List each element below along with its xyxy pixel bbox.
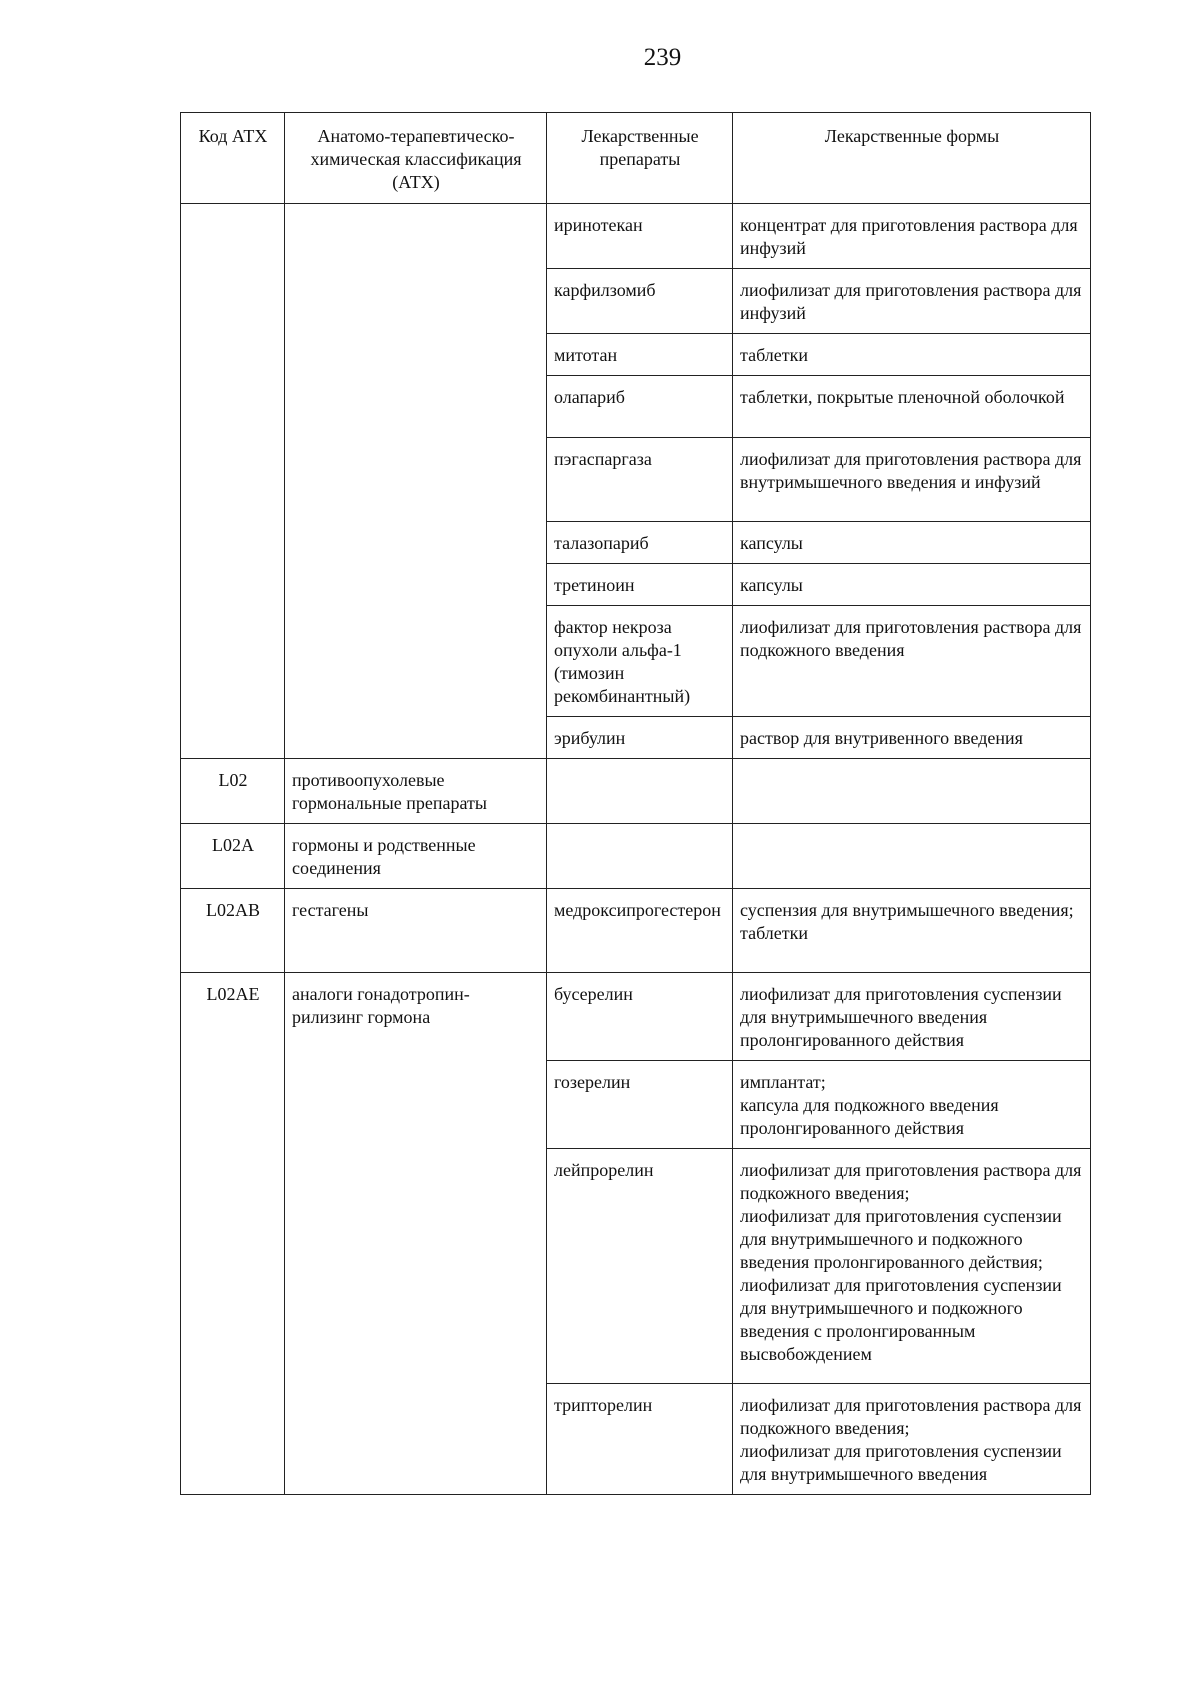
dosage-form-text: лиофилизат для приготовления суспензии для внутримышечного введения пролонгированного действия bbox=[740, 984, 1062, 1050]
header-classification: Анатомо-терапевтическо-химическая классификация (АТХ) bbox=[285, 113, 547, 204]
drug-name-cell bbox=[547, 759, 733, 824]
atx-code-cell bbox=[181, 204, 285, 759]
dosage-form-text: лиофилизат для приготовления раствора для внутримышечного введения и инфузий bbox=[740, 449, 1082, 492]
dosage-form-text: таблетки bbox=[740, 923, 809, 943]
dosage-forms-cell bbox=[733, 269, 1091, 334]
drug-name-cell: трипторелин bbox=[547, 1384, 733, 1495]
dosage-form-text: таблетки, покрытые пленочной оболочкой bbox=[740, 387, 1065, 407]
dosage-forms-cell bbox=[733, 1149, 1091, 1384]
dosage-form-text: лиофилизат для приготовления раствора для подкожного введения; bbox=[740, 1395, 1082, 1438]
classification-cell: гормоны и родственные соединения bbox=[285, 824, 547, 889]
dosage-forms-cell bbox=[733, 824, 1091, 889]
classification-cell: противоопухолевые гормональные препараты bbox=[285, 759, 547, 824]
dosage-form-text: раствор для внутривенного введения bbox=[740, 728, 1023, 748]
dosage-forms-cell bbox=[733, 522, 1091, 564]
header-forms: Лекарственные формы bbox=[733, 113, 1091, 204]
page-number: 239 bbox=[643, 44, 682, 71]
drug-name-cell: пэгаспаргаза bbox=[547, 438, 733, 522]
header-drugs: Лекарственные препараты bbox=[547, 113, 733, 204]
dosage-forms-cell bbox=[733, 1384, 1091, 1495]
drug-name-cell bbox=[547, 824, 733, 889]
dosage-forms-cell bbox=[733, 376, 1091, 438]
dosage-forms-cell bbox=[733, 759, 1091, 824]
dosage-form-text: капсулы bbox=[740, 575, 803, 595]
table-row bbox=[181, 889, 1091, 973]
dosage-forms-cell bbox=[733, 438, 1091, 522]
dosage-forms-cell bbox=[733, 717, 1091, 759]
dosage-form-text: суспензия для внутримышечного введения; bbox=[740, 900, 1074, 920]
drug-name-cell: митотан bbox=[547, 334, 733, 376]
dosage-form-text: лиофилизат для приготовления раствора для подкожного введения; bbox=[740, 1160, 1082, 1203]
table-row bbox=[181, 824, 1091, 889]
drug-name-cell: эрибулин bbox=[547, 717, 733, 759]
dosage-forms-cell bbox=[733, 334, 1091, 376]
table-header-row bbox=[181, 113, 1091, 204]
atx-code-cell: L02 bbox=[181, 759, 285, 824]
dosage-forms-cell bbox=[733, 606, 1091, 717]
dosage-forms-cell bbox=[733, 973, 1091, 1061]
drug-name-cell: бусерелин bbox=[547, 973, 733, 1061]
classification-cell: аналоги гонадотропин-рилизинг гормона bbox=[285, 973, 547, 1495]
dosage-forms-cell bbox=[733, 1061, 1091, 1149]
dosage-forms-cell bbox=[733, 564, 1091, 606]
drug-name-cell: талазопариб bbox=[547, 522, 733, 564]
classification-cell: гестагены bbox=[285, 889, 547, 973]
dosage-form-text: таблетки bbox=[740, 345, 809, 365]
atx-code-cell: L02AE bbox=[181, 973, 285, 1495]
dosage-form-text: имплантат; bbox=[740, 1072, 826, 1092]
dosage-form-text: лиофилизат для приготовления раствора для подкожного введения bbox=[740, 617, 1082, 660]
drug-name-cell: медроксипрогестерон bbox=[547, 889, 733, 973]
table-row bbox=[181, 759, 1091, 824]
classification-cell bbox=[285, 204, 547, 759]
atx-table bbox=[180, 112, 1091, 1495]
drug-name-cell: фактор некроза опухоли альфа-1 (тимозин рекомбинантный) bbox=[547, 606, 733, 717]
table-row bbox=[181, 204, 1091, 269]
drug-name-cell: лейпрорелин bbox=[547, 1149, 733, 1384]
dosage-form-text: капсула для подкожного введения пролонгированного действия bbox=[740, 1095, 999, 1138]
table-row bbox=[181, 973, 1091, 1061]
dosage-form-text: лиофилизат для приготовления суспензии для внутримышечного введения bbox=[740, 1441, 1062, 1484]
header-code: Код АТХ bbox=[181, 113, 285, 204]
drug-name-cell: третиноин bbox=[547, 564, 733, 606]
dosage-form-text: лиофилизат для приготовления суспензии для внутримышечного и подкожного введения пролонгированного действия; bbox=[740, 1206, 1062, 1272]
drug-name-cell: карфилзомиб bbox=[547, 269, 733, 334]
dosage-form-text: капсулы bbox=[740, 533, 803, 553]
dosage-form-text: концентрат для приготовления раствора для инфузий bbox=[740, 215, 1078, 258]
drug-name-cell: гозерелин bbox=[547, 1061, 733, 1149]
table-body bbox=[181, 204, 1091, 1495]
drug-name-cell: олапариб bbox=[547, 376, 733, 438]
dosage-forms-cell bbox=[733, 204, 1091, 269]
dosage-forms-cell bbox=[733, 889, 1091, 973]
drug-name-cell: иринотекан bbox=[547, 204, 733, 269]
atx-code-cell: L02A bbox=[181, 824, 285, 889]
dosage-form-text: лиофилизат для приготовления суспензии для внутримышечного и подкожного введения с пролонгированным высвобождением bbox=[740, 1275, 1062, 1364]
atx-code-cell: L02AB bbox=[181, 889, 285, 973]
dosage-form-text: лиофилизат для приготовления раствора для инфузий bbox=[740, 280, 1082, 323]
